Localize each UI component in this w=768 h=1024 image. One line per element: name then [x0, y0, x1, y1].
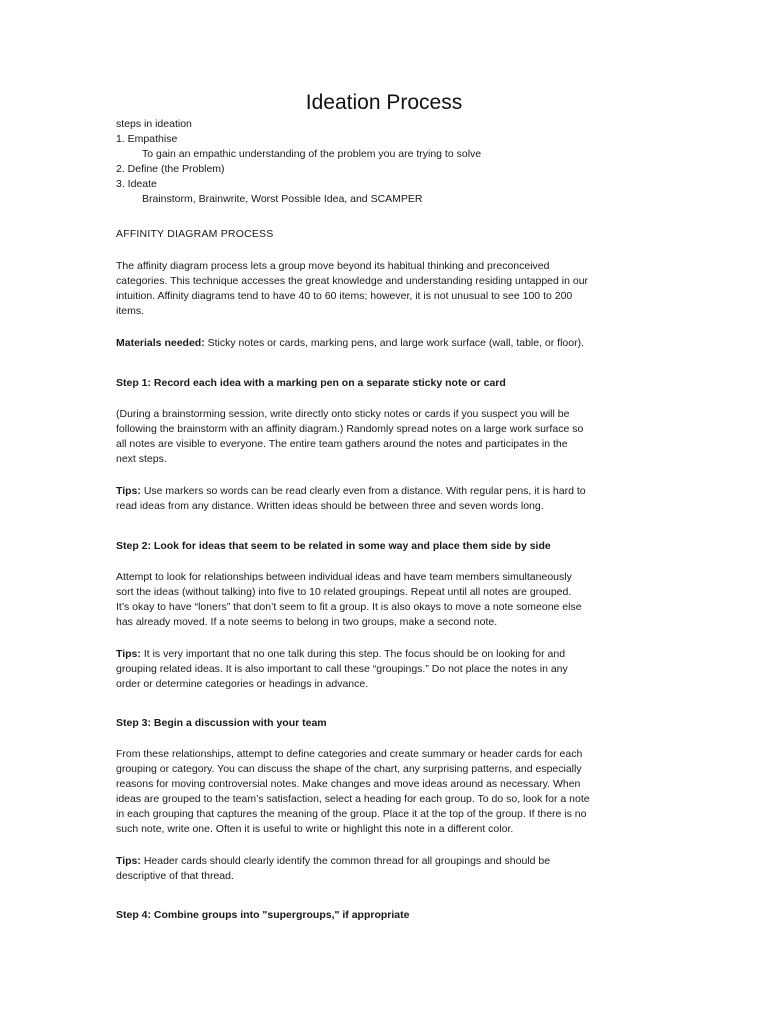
- paragraph-line: It is very important that no one talk during this step. The focus should be on looking for and: [140, 648, 566, 660]
- tips-label: Tips:: [116, 485, 141, 497]
- tips-label: Tips:: [116, 648, 141, 660]
- paragraph-line: reasons for moving controversial notes. Make changes and move ideas around as necessary. When: [116, 778, 581, 790]
- paragraph-line: Use markers so words can be read clearly even from a distance. With regular pens, it is hard to: [140, 485, 586, 497]
- list-item: 2. Define (the Problem): [116, 163, 225, 175]
- paragraph: [116, 407, 656, 467]
- paragraph-line: The affinity diagram process lets a group move beyond its habitual thinking and preconceived: [116, 260, 550, 272]
- step1-heading: Step 1: Record each idea with a marking pen on a separate sticky note or card: [116, 377, 506, 389]
- tips-paragraph: [116, 854, 656, 884]
- paragraph-line: grouping related ideas. It is also important to call these “groupings.” Do not place the notes in any: [116, 663, 568, 675]
- step-heading: [116, 716, 656, 731]
- paragraph-line: read ideas from any distance. Written ideas should be between three and seven words long.: [116, 500, 544, 512]
- paragraph-line: It’s okay to have “loners” that don’t seem to fit a group. It is also okays to move a note someone else: [116, 601, 582, 613]
- paragraph-line: Attempt to look for relationships between individual ideas and have team members simultaneously: [116, 571, 572, 583]
- paragraph-line: grouping or category. You can discuss the shape of the chart, any surprising patterns, and especially: [116, 763, 582, 775]
- tips-paragraph: [116, 647, 656, 692]
- tips-label: Tips:: [116, 855, 141, 867]
- paragraph-line: order or determine categories or headings in advance.: [116, 678, 369, 690]
- paragraph: [116, 747, 656, 837]
- paragraph-line: Header cards should clearly identify the common thread for all groupings and should be: [140, 855, 551, 867]
- step-heading: [116, 908, 656, 923]
- affinity-heading: AFFINITY DIAGRAM PROCESS: [116, 228, 274, 240]
- paragraph-line: (During a brainstorming session, write directly onto sticky notes or cards if you suspect you will be: [116, 408, 570, 420]
- paragraph: [116, 570, 656, 630]
- paragraph-line: ideas are grouped to the team’s satisfaction, select a heading for each group. To do so, look for a note: [116, 793, 590, 805]
- paragraph-line: has already moved. If a note seems to belong in two groups, make a second note.: [116, 616, 498, 628]
- paragraph-line: items.: [116, 305, 145, 317]
- paragraph-line: all notes are visible to everyone. The entire team gathers around the notes and participates in the: [116, 438, 568, 450]
- paragraph-line: such note, write one. Often it is useful to write or highlight this note in a different color.: [116, 823, 514, 835]
- step-heading: [116, 376, 656, 391]
- paragraph-line: following the brainstorm with an affinity diagram.) Randomly spread notes on a large work surface so: [116, 423, 584, 435]
- paragraph-line: intuition. Affinity diagrams tend to have 40 to 60 items; however, it is not unusual to see 100 to 200: [116, 290, 573, 302]
- list-item: 1. Empathise: [116, 133, 178, 145]
- step4-heading: Step 4: Combine groups into "supergroups," if appropriate: [116, 909, 410, 921]
- paragraph-line: descriptive of that thread.: [116, 870, 234, 882]
- paragraph-line: in each grouping that captures the meaning of the group. Place it at the top of the group. If there is no: [116, 808, 587, 820]
- materials-paragraph: [116, 336, 656, 351]
- paragraph-line: From these relationships, attempt to define categories and create summary or header cards for each: [116, 748, 583, 760]
- list-item: 3. Ideate: [116, 178, 157, 190]
- steps-label: steps in ideation: [116, 118, 192, 130]
- step3-heading: Step 3: Begin a discussion with your team: [116, 717, 327, 729]
- section-heading: [116, 227, 656, 242]
- steps-intro: [116, 117, 656, 207]
- paragraph-line: sort the ideas (without talking) into five to 10 related groupings. Repeat until all notes are grouped.: [116, 586, 572, 598]
- step2-heading: Step 2: Look for ideas that seem to be related in some way and place them side by side: [116, 540, 551, 552]
- list-item: Brainstorm, Brainwrite, Worst Possible Idea, and SCAMPER: [142, 193, 423, 205]
- page-title: Ideation Process: [305, 91, 463, 114]
- paragraph-line: next steps.: [116, 453, 167, 465]
- paragraph-line: categories. This technique accesses the great knowledge and understanding residing untapped in our: [116, 275, 589, 287]
- tips-paragraph: [116, 484, 656, 514]
- step-heading: [116, 539, 656, 554]
- materials-text: Sticky notes or cards, marking pens, and large work surface (wall, table, or floor).: [204, 337, 585, 349]
- materials-label: Materials needed:: [116, 337, 205, 349]
- list-item: To gain an empathic understanding of the problem you are trying to solve: [142, 148, 482, 160]
- paragraph: [116, 259, 656, 319]
